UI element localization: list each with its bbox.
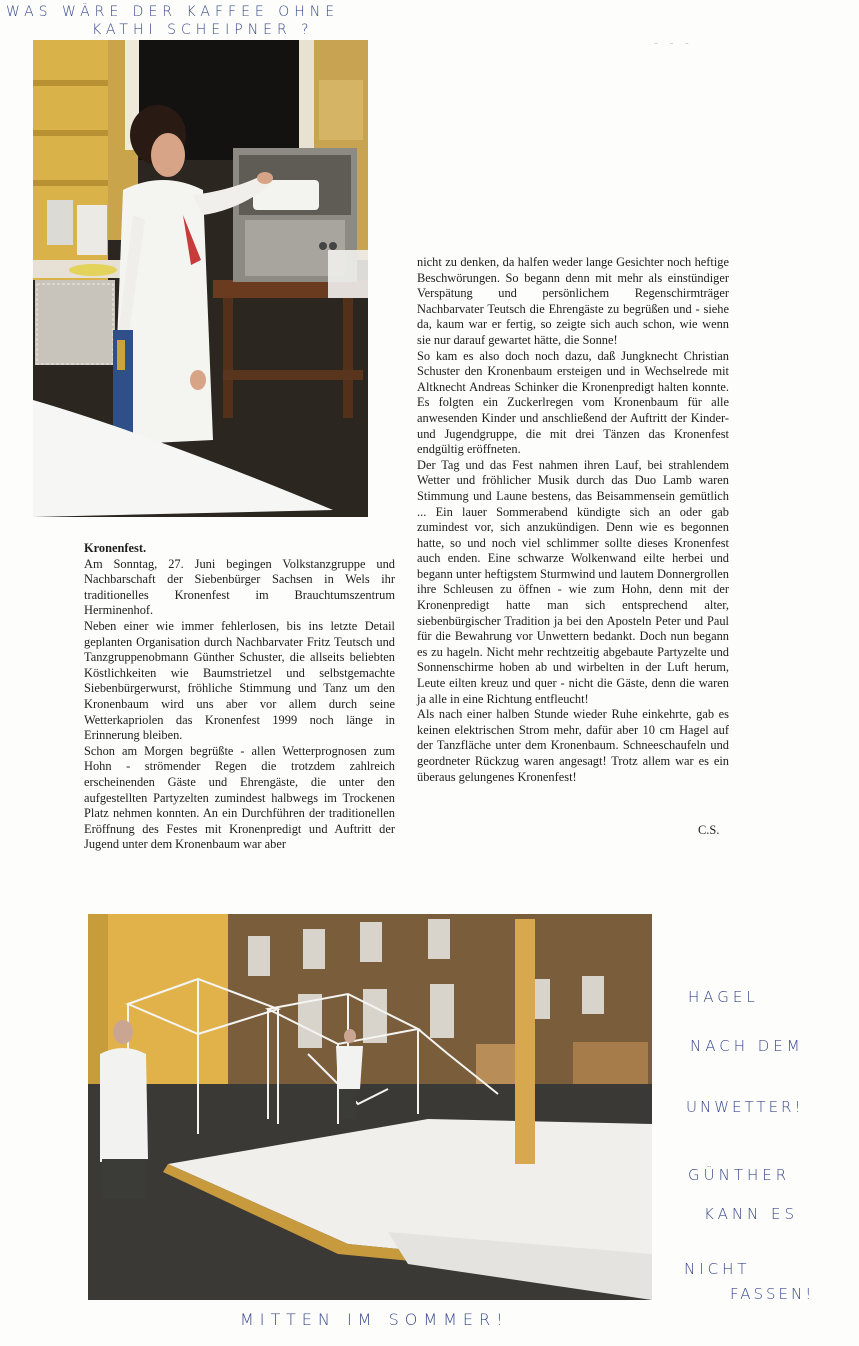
handwritten-note-fassen: FASSEN! bbox=[730, 1285, 815, 1303]
handwritten-caption-top-line2: KATHI SCHEIPNER ? bbox=[92, 22, 314, 38]
handwritten-mark-top-right: - - - bbox=[654, 36, 693, 49]
article-signature: C.S. bbox=[698, 823, 720, 837]
handwritten-caption-bottom: MITTEN IM SOMMER! bbox=[240, 1310, 509, 1329]
photo-hail-dance-floor bbox=[88, 914, 652, 1300]
article-paragraph: nicht zu denken, da halfen weder lange Gesichter noch heftige Beschwörungen. So begann denn mit mehr als einstündiger Verspätung und persönlichem Regenschirmträger Nachbarvater Teutsch die Ehrengäste zu begrüßen und - siehe da, kaum war er fertig, so zeigte sich auch schon, wie wenn sie nur darauf gewartet hätte, die Sonne! bbox=[417, 255, 729, 347]
article-left-column bbox=[84, 541, 395, 853]
handwritten-note-unwetter: UNWETTER! bbox=[686, 1098, 804, 1116]
article-paragraph: Neben einer wie immer fehlerlosen, bis ins letzte Detail geplanten Organisation durch Nachbarvater Fritz Teutsch und Tanzgruppenobmann Günther Schuster, die allseits beliebten Köstlichkeiten wie Baumstrietzel und selbstgemachte Siebenbürgerwurst, fröhliche Stimmung und Tanz um den Kronenbaum wird uns aber vor allem durch seine Wetterkapriolen das Kronenfest 1999 noch länge in Erinnerung bleiben. bbox=[84, 618, 395, 743]
article-paragraph: Am Sonntag, 27. Juni begingen Volkstanzgruppe und Nachbarschaft der Siebenbürger Sachsen in Wels ihr traditionelles Kronenfest im Brauchtumszentrum Herminenhof. bbox=[84, 556, 395, 618]
handwritten-note-guenther: GÜNTHER bbox=[688, 1166, 791, 1184]
article-heading: Kronenfest. bbox=[84, 541, 147, 555]
handwritten-note-nicht: NICHT bbox=[684, 1260, 751, 1278]
handwritten-note-nach-dem: NACH DEM bbox=[690, 1037, 804, 1055]
handwritten-note-hagel: HAGEL bbox=[688, 988, 759, 1006]
handwritten-note-kann-es: KANN ES bbox=[704, 1205, 799, 1223]
article-right-column bbox=[417, 255, 729, 785]
photo-woman-coffee-machine bbox=[33, 40, 368, 517]
article-paragraph: So kam es also doch noch dazu, daß Jungknecht Christian Schuster den Kronenbaum ersteigen und in Wechselrede mit Altknecht Andreas Schinker die Kronenpredigt halten konnte. Es folgten ein Zuckerlregen vom Kronenbaum für alle anwesenden Kinder und anschließend der Auftritt der Kinder- und Jugendgruppe, die mit drei Tänzen das Kronenfest endgültig eröffneten. bbox=[417, 348, 729, 457]
photo-woman-coffee-machine-illustration bbox=[33, 40, 368, 517]
photo-hail-dance-floor-illustration bbox=[88, 914, 652, 1300]
handwritten-caption-top-line1: WAS WÄRE DER KAFFEE OHNE bbox=[6, 4, 340, 20]
article-paragraph: Schon am Morgen begrüßte - allen Wetterprognosen zum Hohn - strömender Regen die trotzdem zahlreich erscheinenden Gäste und Ehrengäste, die unter den aufgestellten Partyzelten zumindest halbwegs im Trockenen Platz nehmen konnten. An ein Durchführen der traditionellen Eröffnung des Festes mit Kronenpredigt und Auftritt der Jugend unter dem Kronenbaum war aber bbox=[84, 743, 395, 852]
article-paragraph: Als nach einer halben Stunde wieder Ruhe einkehrte, gab es keinen elektrischen Strom mehr, dafür aber 10 cm Hagel auf der Tanzfläche unter dem Kronenbaum. Schneeschaufeln und geordneter Rückzug waren angesagt! Trotz allem war es ein überaus gelungenes Kronenfest! bbox=[417, 707, 729, 784]
article-paragraph: Der Tag und das Fest nahmen ihren Lauf, bei strahlendem Wetter und fröhlicher Musik durch das Duo Lamb waren Stimmung und Laune bestens, das Beisammensein gemütlich ... Ein lauer Sommerabend kündigte sich an oder gab zumindest vor, sich anzukündigen. Denn wie es begonnen hatte, so und noch viel schlimmer sollte dieses Kronenfest auch enden. Eine schwarze Wolkenwand eilte herbei und begann unter heftigstem Sturmwind und lautem Donnergrollen ihre Schleusen zu öffnen - wie zum Hohn, denn mit der Kronenpredigt hatte man sich entsprechend alter, siebenbürgischer Tradition ja bei den Aposteln Peter und Paul für die Bewahrung vor Unwettern bedankt. Doch nun begann es zu hageln. Nicht mehr rechtzeitig abgebaute Partyzelte und Sonnenschirme hoben ab und wirbelten in der Luft herum, Leute eilten kreuz und quer - nicht die Gäste, denn die waren ja alle in eine Richtung entfleucht! bbox=[417, 457, 729, 706]
